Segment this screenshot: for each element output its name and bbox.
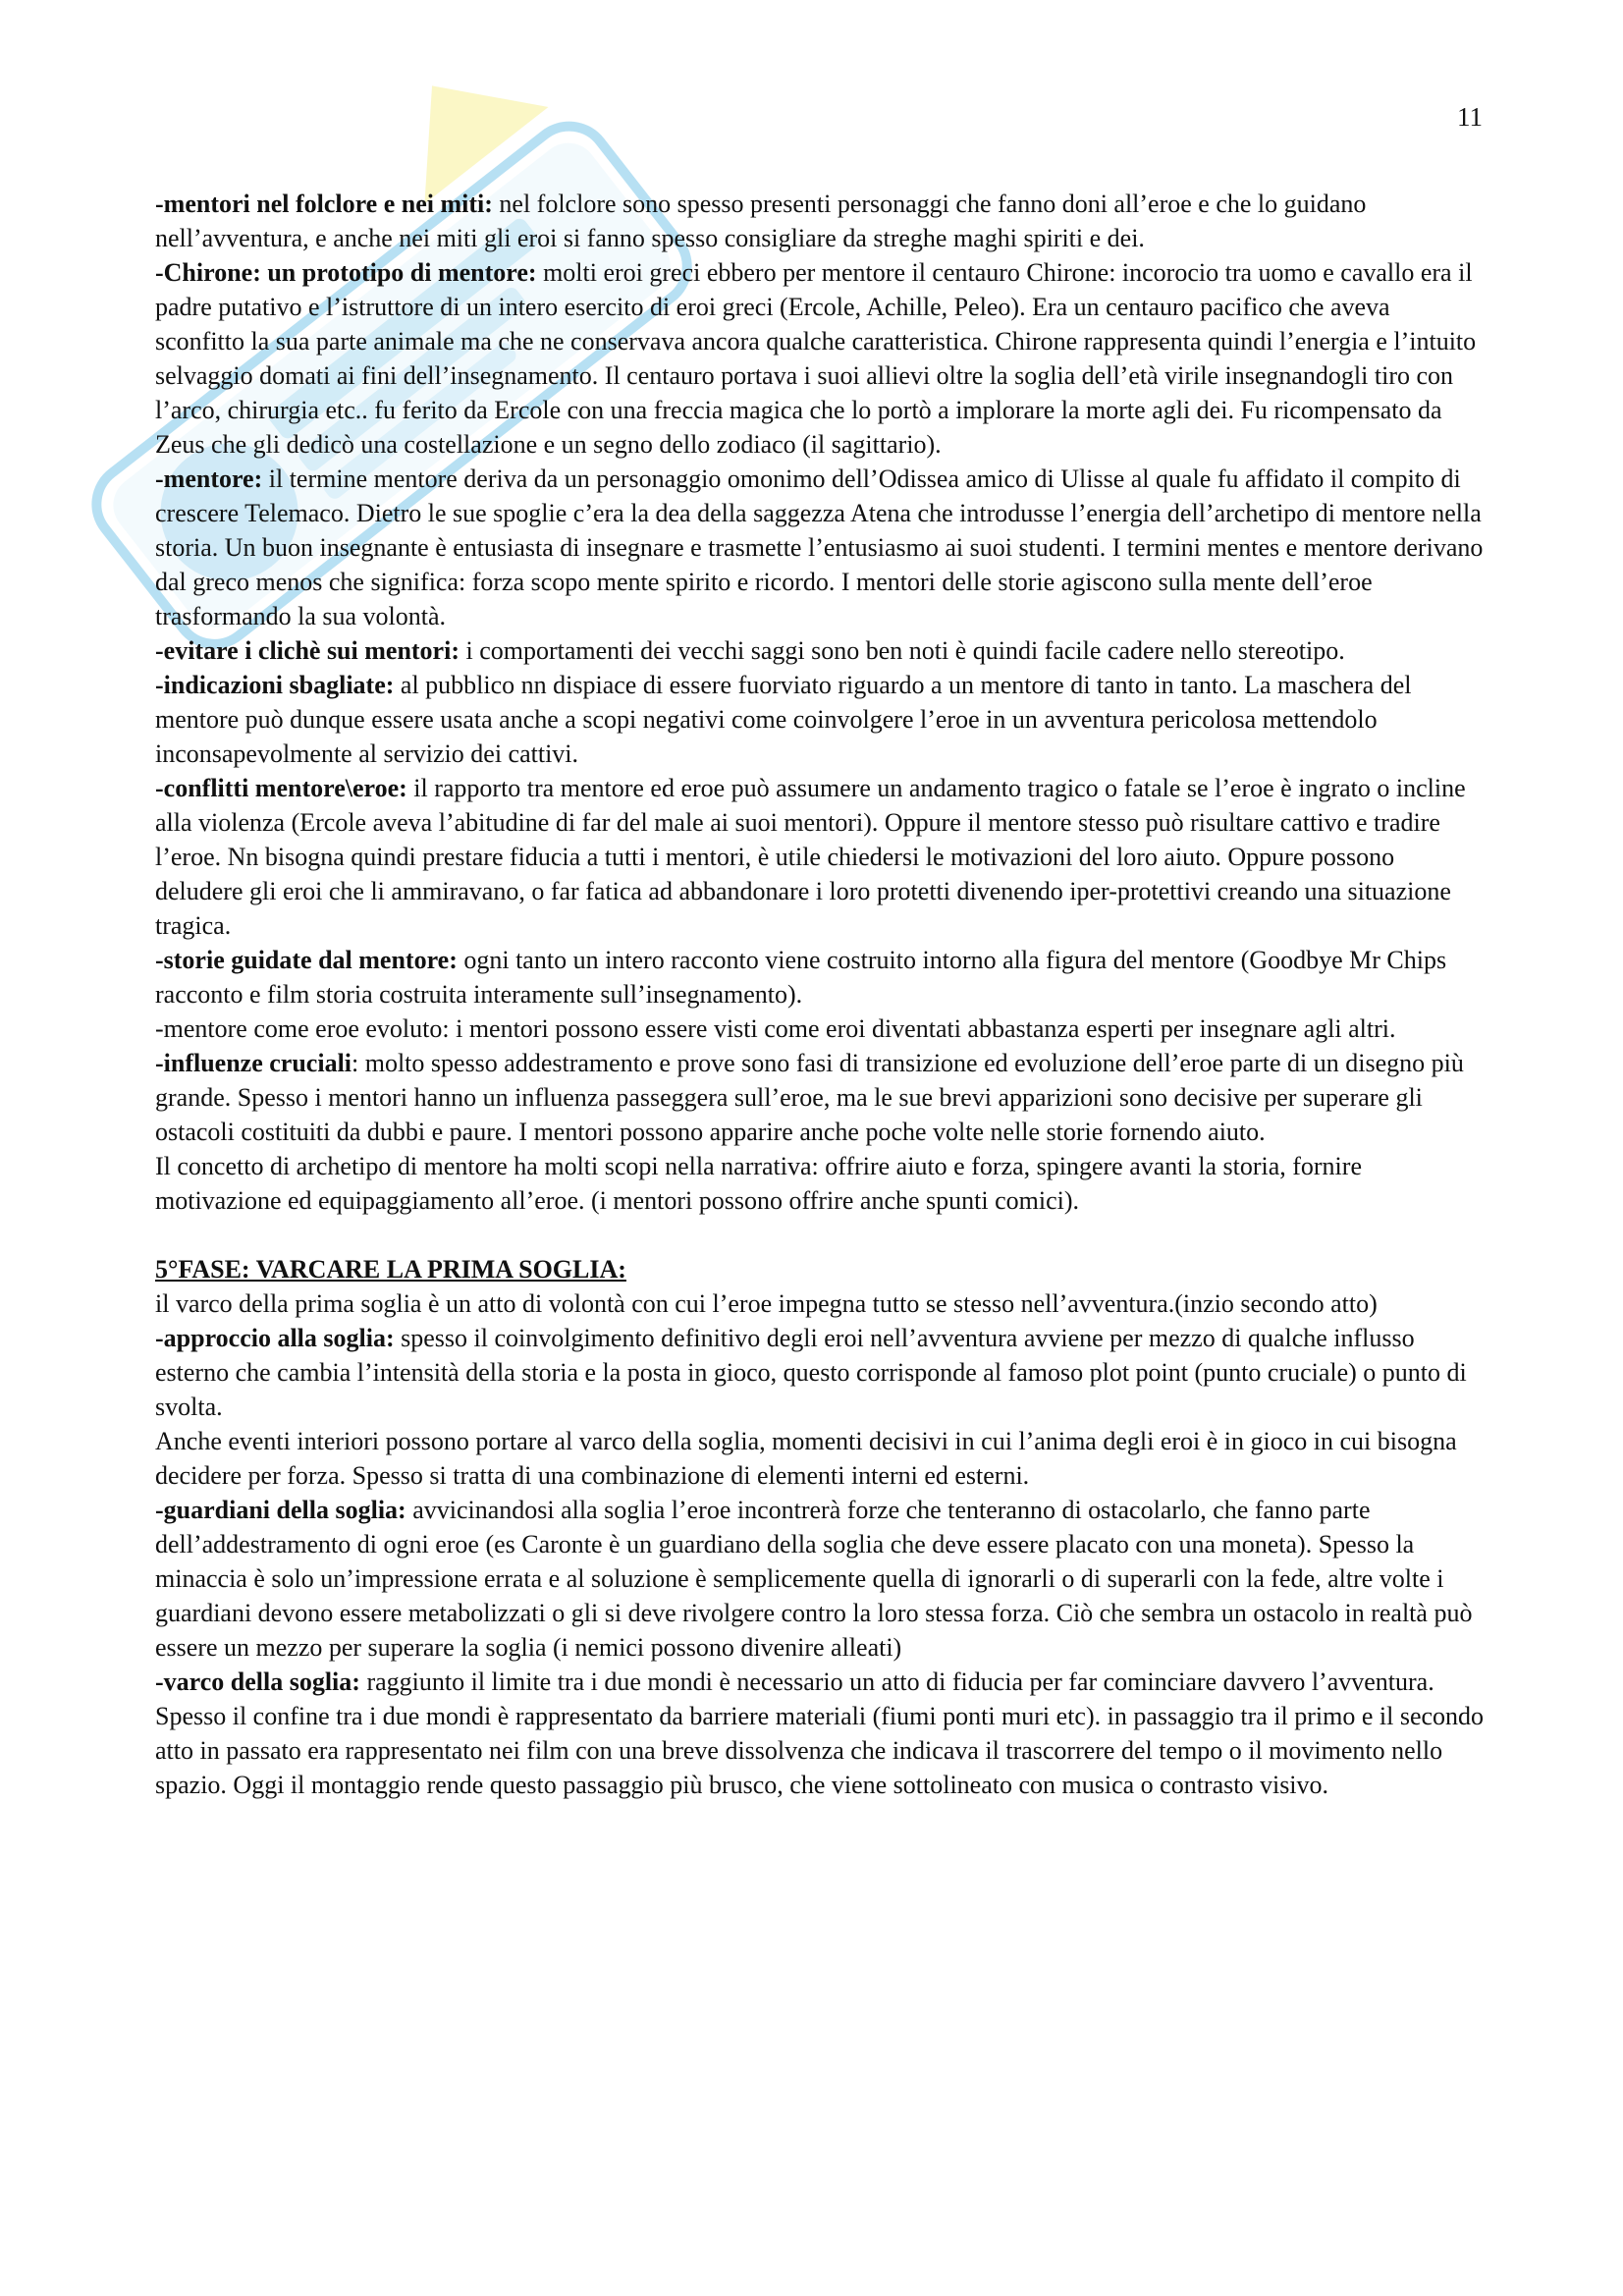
paragraph-text: spesso il coinvolgimento definitivo degli eroi nell’avventura avviene per mezzo di qualche influsso esterno che cambia l’intensità della storia e la posta in gioco, questo corrisponde al famoso plot point (punto cruciale) o punto di svolta.	[155, 1324, 1467, 1421]
paragraph-text: nel folclore sono spesso presenti personaggi che fanno doni all’eroe e che lo guidano nell’avventura, e anche nei miti gli eroi si fanno spesso consigliare da streghe maghi spiriti e dei.	[155, 190, 1367, 252]
page-body	[155, 187, 1486, 1802]
paragraph	[155, 1149, 1486, 1218]
paragraph	[155, 1321, 1486, 1424]
paragraph-label: -varco della soglia:	[155, 1667, 360, 1696]
paragraph-text: -mentore come eroe evoluto: i mentori possono essere visti come eroi diventati abbastanza esperti per insegnare agli altri.	[155, 1014, 1396, 1043]
paragraph-text: Il concetto di archetipo di mentore ha molti scopi nella narrativa: offrire aiuto e forza, spingere avanti la storia, fornire motivazione ed equipaggiamento all’eroe. (i mentori possono offrire anche spunti comici).	[155, 1152, 1362, 1215]
paragraph-text: avvicinandosi alla soglia l’eroe incontrerà forze che tenteranno di ostacolarlo, che fanno parte dell’addestramento di ogni eroe (es Caronte è un guardiano della soglia che deve essere placato con una moneta). Spesso la minaccia è solo un’impressione errata e al soluzione è semplicemente quella di ignorarli o di superarli con la fede, altre volte i guardiani devono essere metabolizzati o gli si deve rivolgere contro la loro stessa forza. Ciò che sembra un ostacolo in realtà può essere un mezzo per superare la soglia (i nemici possono divenire alleati)	[155, 1496, 1473, 1662]
paragraph	[155, 1424, 1486, 1493]
paragraph-label: -indicazioni sbagliate:	[155, 671, 395, 699]
paragraph	[155, 1286, 1486, 1321]
paragraph-text: il rapporto tra mentore ed eroe può assumere un andamento tragico o fatale se l’eroe è ingrato o incline alla violenza (Ercole aveva l’abitudine di far del male ai suoi mentori). Oppure il mentore stesso può risultare cattivo e tradire l’eroe. Nn bisogna quindi prestare fiducia a tutti i mentori, è utile chiedersi le motivazioni del loro aiuto. Oppure possono deludere gli eroi che li ammiravano, o far fatica ad abbandonare i loro protetti divenendo iper-protettivi creando una situazione tragica.	[155, 774, 1466, 940]
paragraph	[155, 943, 1486, 1011]
paragraph	[155, 1011, 1486, 1046]
paragraph-label: -mentori nel folclore e nei miti:	[155, 190, 493, 218]
paragraph	[155, 255, 1486, 462]
paragraph	[155, 187, 1486, 255]
paragraph-text: ogni tanto un intero racconto viene costruito intorno alla figura del mentore (Goodbye Mr Chips racconto e film storia costruita interamente sull’insegnamento).	[155, 946, 1447, 1009]
paragraph-label: -storie guidate dal mentore:	[155, 946, 458, 974]
paragraph-text: Anche eventi interiori possono portare al varco della soglia, momenti decisivi in cui l’anima degli eroi è in gioco in cui bisogna decidere per forza. Spesso si tratta di una combinazione di elementi interni ed esterni.	[155, 1427, 1457, 1490]
paragraph-label: -evitare i clichè sui mentori:	[155, 636, 460, 665]
section-heading: 5°FASE: VARCARE LA PRIMA SOGLIA:	[155, 1255, 626, 1284]
paragraph-text: Spesso il confine tra i due mondi è rappresentato da barriere materiali (fiumi ponti muri etc). in passaggio tra il primo e il secondo atto in passato era rappresentato nei film con una breve dissolvenza che indicava il trascorrere del tempo o il movimento nello spazio. Oggi il montaggio rende questo passaggio più brusco, che viene sottolineato con musica o contrasto visivo.	[155, 1702, 1485, 1799]
paragraph-label: -guardiani della soglia:	[155, 1496, 406, 1524]
paragraph	[155, 1046, 1486, 1149]
paragraph-label: -Chirone: un prototipo di mentore:	[155, 258, 537, 287]
paragraph-label: -influenze cruciali	[155, 1049, 352, 1077]
paragraph	[155, 1665, 1486, 1699]
page-number: 11	[1457, 102, 1483, 132]
paragraph-text: raggiunto il limite tra i due mondi è necessario un atto di fiducia per far cominciare davvero l’avventura.	[359, 1667, 1434, 1696]
paragraph-text: molti eroi greci ebbero per mentore il centauro Chirone: incorocio tra uomo e cavallo era il padre putativo e l’istruttore di un intero esercito di eroi greci (Ercole, Achille, Peleo). Era un centauro pacifico che aveva sconfitto la sua parte animale ma che ne conservava ancora qualche caratteristica. Chirone rappresenta quindi l’energia e l’intuito selvaggio domati ai fini dell’insegnamento. Il centauro portava i suoi allievi oltre la soglia dell’età virile insegnandogli tiro con l’arco, chirurgia etc.. fu ferito da Ercole con una freccia magica che lo portò a implorare la morte agli dei. Fu ricompensato da Zeus che gli dedicò una costellazione e un segno dello zodiaco (il sagittario).	[155, 258, 1477, 459]
paragraph-label: -conflitti mentore\eroe:	[155, 774, 407, 802]
paragraph-label: -mentore:	[155, 465, 263, 493]
paragraph	[155, 1493, 1486, 1665]
paragraph-label: -approccio alla soglia:	[155, 1324, 395, 1352]
paragraph	[155, 771, 1486, 943]
paragraph-text: il varco della prima soglia è un atto di volontà con cui l’eroe impegna tutto se stesso nell’avventura.(inzio secondo atto)	[155, 1289, 1378, 1318]
paragraph-text: il termine mentore deriva da un personaggio omonimo dell’Odissea amico di Ulisse al quale fu affidato il compito di crescere Telemaco. Dietro le sue spoglie c’era la dea della saggezza Atena che introdusse l’energia dell’archetipo di mentore nella storia. Un buon insegnante è entusiasta di insegnare e trasmette l’entusiasmo ai suoi studenti. I termini mentes e mentore derivano dal greco menos che significa: forza scopo mente spirito e ricordo. I mentori delle storie agiscono sulla mente dell’eroe trasformando la sua volontà.	[155, 465, 1484, 630]
paragraph	[155, 462, 1486, 633]
section-spacer	[155, 1218, 1486, 1252]
paragraph	[155, 668, 1486, 771]
paragraph	[155, 633, 1486, 668]
paragraph-text: : molto spesso addestramento e prove sono fasi di transizione ed evoluzione dell’eroe parte di un disegno più grande. Spesso i mentori hanno un influenza passeggera sull’eroe, ma le sue brevi apparizioni sono decisive per superare gli ostacoli costituiti da dubbi e paure. I mentori possono apparire anche poche volte nelle storie fornendo aiuto.	[155, 1049, 1464, 1146]
paragraph-text: al pubblico nn dispiace di essere fuorviato riguardo a un mentore di tanto in tanto. La maschera del mentore può dunque essere usata anche a scopi negativi come coinvolgere l’eroe in un avventura pericolosa mettendolo inconsapevolmente al servizio dei cattivi.	[155, 671, 1412, 768]
paragraph	[155, 1699, 1486, 1802]
paragraph-text: i comportamenti dei vecchi saggi sono ben noti è quindi facile cadere nello stereotipo.	[459, 636, 1345, 665]
